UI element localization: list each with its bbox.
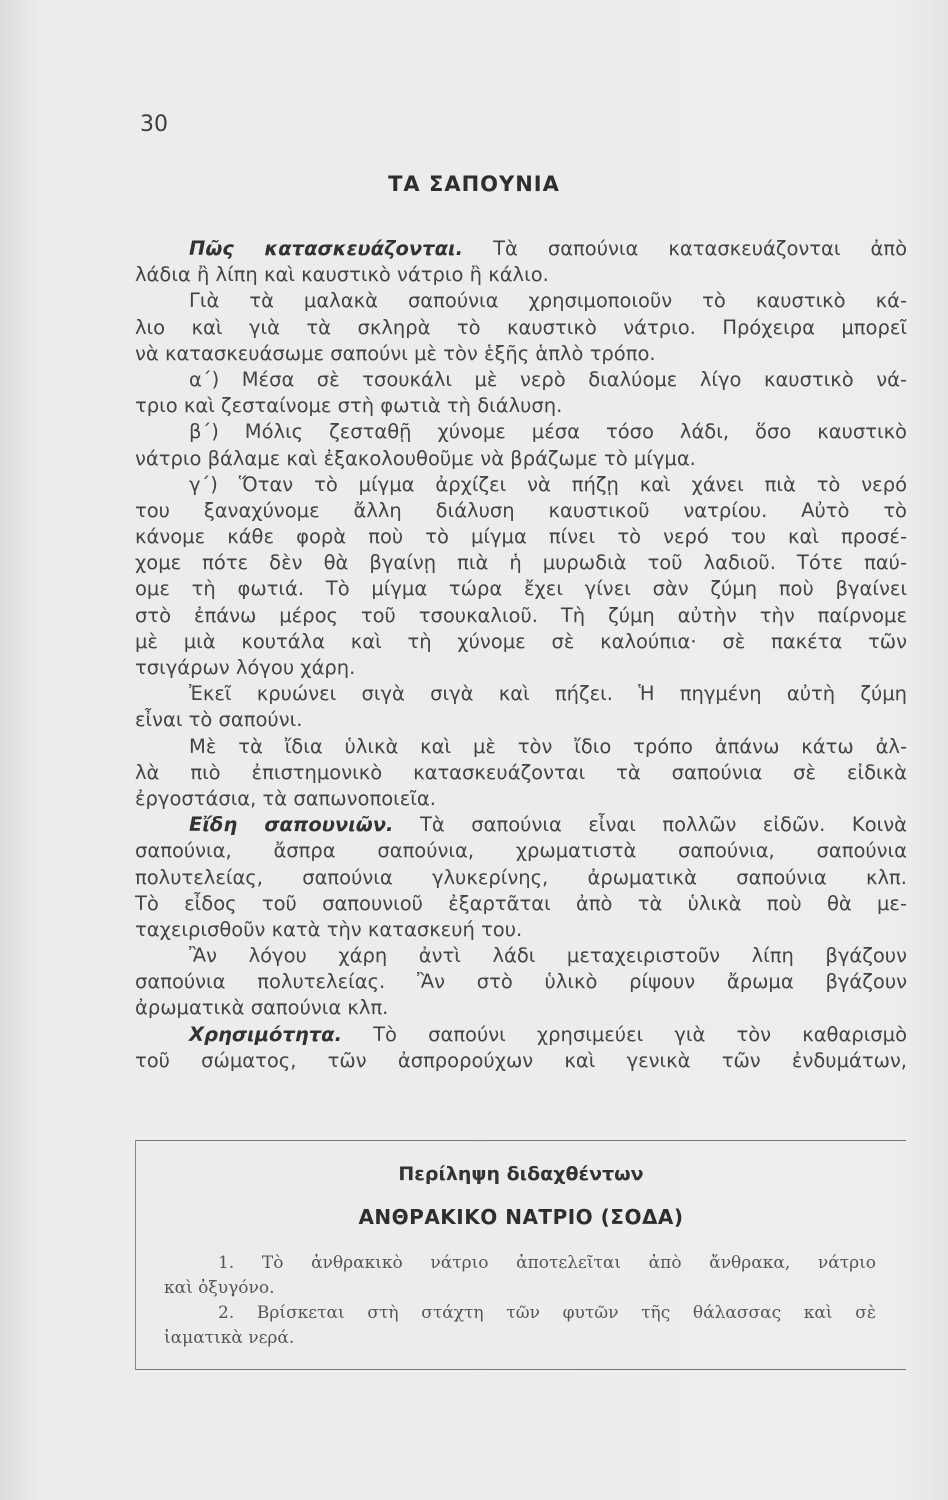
- text-line: νὰ κατασκευάσωμε σαπούνι μὲ τὸν ἑξῆς ἁπλὸ τρόπο.: [135, 341, 656, 365]
- text-line: τριο καὶ ζεσταίνομε στὴ φωτιὰ τὴ διάλυση.: [135, 394, 563, 418]
- text-line: Γιὰ τὰ μαλακὰ σαπούνια χρησιμοποιοῦν τὸ καυστικὸ κά-: [189, 289, 907, 313]
- summary-item-line: καὶ ὀξυγόνο.: [164, 1278, 275, 1298]
- summary-item-line: ἰαματικὰ νερά.: [164, 1328, 295, 1348]
- text-line: β΄) Μόλις ζεσταθῇ χύνομε μέσα τόσο λάδι, ὅσο καυστικὸ: [189, 420, 907, 444]
- chapter-title: ΤΑ ΣΑΠΟΥΝΙΑ: [388, 172, 560, 196]
- text-line: πολυτελείας, σαπούνια γλυκερίνης, ἀρωματικὰ σαπούνια κλπ.: [135, 865, 907, 889]
- text-line: α΄) Μέσα σὲ τσουκάλι μὲ νερὸ διαλύομε λίγο καυστικὸ νά-: [189, 367, 907, 391]
- text-line: ἐργοστάσια, τὰ σαπωνοποιεῖα.: [135, 786, 436, 810]
- text-line: κάνομε κάθε φορὰ ποὺ τὸ μίγμα πίνει τὸ νερό του καὶ προσέ-: [135, 525, 907, 549]
- text-line: νάτριο βάλαμε καὶ ἐξακολουθοῦμε νὰ βράζωμε τὸ μίγμα.: [135, 446, 696, 470]
- text-line: σαπούνια πολυτελείας. Ἂν στὸ ὑλικὸ ρίψουν ἄρωμα βγάζουν: [135, 970, 907, 994]
- text-line: Ἂν λόγου χάρη ἀντὶ λάδι μεταχειριστοῦν λίπη βγάζουν: [189, 944, 907, 968]
- text-line: λιο καὶ γιὰ τὰ σκληρὰ τὸ καυστικὸ νάτριο. Πρόχειρα μπορεῖ: [135, 315, 907, 339]
- text-line: Μὲ τὰ ἴδια ὑλικὰ καὶ μὲ τὸν ἴδιο τρόπο ἀπάνω κάτω ἀλ-: [189, 734, 907, 758]
- text-line: σαπούνια, ἄσπρα σαπούνια, χρωματιστὰ σαπούνια, σαπούνια: [135, 839, 907, 863]
- text-line: Χρησιμότητα. Τὸ σαπούνι χρησιμεύει γιὰ τὸν καθαρισμὸ: [189, 1022, 907, 1046]
- text-line: γ΄) Ὅταν τὸ μίγμα ἀρχίζει νὰ πήζῃ καὶ χάνει πιὰ τὸ νερό: [189, 472, 907, 496]
- paragraph-heading: Εἴδη σαπουνιῶν.: [189, 813, 394, 837]
- text-line: ομε τὴ φωτιά. Τὸ μίγμα τώρα ἔχει γίνει σὰν ζύμη ποὺ βγαίνει: [135, 577, 907, 601]
- text-line: εἶναι τὸ σαπούνι.: [135, 708, 303, 732]
- summary-title: Περίληψη διδαχθέντων: [398, 1163, 644, 1185]
- text-line: στὸ ἐπάνω μέρος τοῦ τσουκαλιοῦ. Τὴ ζύμη αὐτὴν τὴν παίρνομε: [135, 603, 907, 627]
- paragraph-heading: Πῶς κατασκευάζονται.: [189, 237, 464, 260]
- summary-subtitle: ΑΝΘΡΑΚΙΚΟ ΝΑΤΡΙΟ (ΣΟΔΑ): [358, 1205, 684, 1229]
- summary-list: [164, 1251, 876, 1351]
- text-line: χομε πότε δὲν θὰ βγαίνῃ πιὰ ἡ μυρωδιὰ τοῦ λαδιοῦ. Τότε παύ-: [135, 551, 907, 575]
- page-number: 30: [140, 112, 168, 137]
- text-line: ἀρωματικὰ σαπούνια κλπ.: [135, 996, 389, 1020]
- text-line: Πῶς κατασκευάζονται. Τὰ σαπούνια κατασκευάζονται ἀπὸ: [189, 237, 908, 260]
- text-line: λάδια ἢ λίπη καὶ καυστικὸ νάτριο ἢ κάλιο.: [135, 263, 549, 287]
- text-line: μὲ μιὰ κουτάλα καὶ τὴ χύνομε σὲ καλούπια· σὲ πακέτα τῶν: [135, 629, 907, 653]
- text-line: λὰ πιὸ ἐπιστημονικὸ κατασκευάζονται τὰ σαπούνια σὲ εἰδικὰ: [135, 760, 907, 784]
- text-line: του ξαναχύνομε ἄλλη διάλυση καυστικοῦ νατρίου. Αὐτὸ τὸ: [135, 498, 907, 522]
- summary-item-line: 1. Τὸ ἀνθρακικὸ νάτριο ἀποτελεῖται ἀπὸ ἄνθρακα, νάτριο: [218, 1253, 876, 1273]
- text-line: Ἐκεῖ κρυώνει σιγὰ σιγὰ καὶ πήζει. Ἡ πηγμένη αὐτὴ ζύμη: [189, 682, 907, 706]
- summary-item-line: 2. Βρίσκεται στὴ στάχτη τῶν φυτῶν τῆς θάλασσας καὶ σὲ: [218, 1303, 876, 1323]
- text-line: ταχειρισθοῦν κατὰ τὴν κατασκευή του.: [135, 917, 523, 941]
- paragraph-heading: Χρησιμότητα.: [189, 1022, 342, 1046]
- body-text: [135, 236, 907, 1074]
- text-line: τσιγάρων λόγου χάρη.: [135, 656, 356, 679]
- text-line: Τὸ εἶδος τοῦ σαπουνιοῦ ἐξαρτᾶται ἀπὸ τὰ ὑλικὰ ποὺ θὰ με-: [135, 891, 907, 915]
- text-line: τοῦ σώματος, τῶν ἀσπρορούχων καὶ γενικὰ τῶν ἐνδυμάτων,: [135, 1048, 907, 1072]
- text-line: Εἴδη σαπουνιῶν. Τὰ σαπούνια εἶναι πολλῶν εἰδῶν. Κοινὰ: [189, 813, 907, 837]
- summary-box: [135, 1140, 906, 1370]
